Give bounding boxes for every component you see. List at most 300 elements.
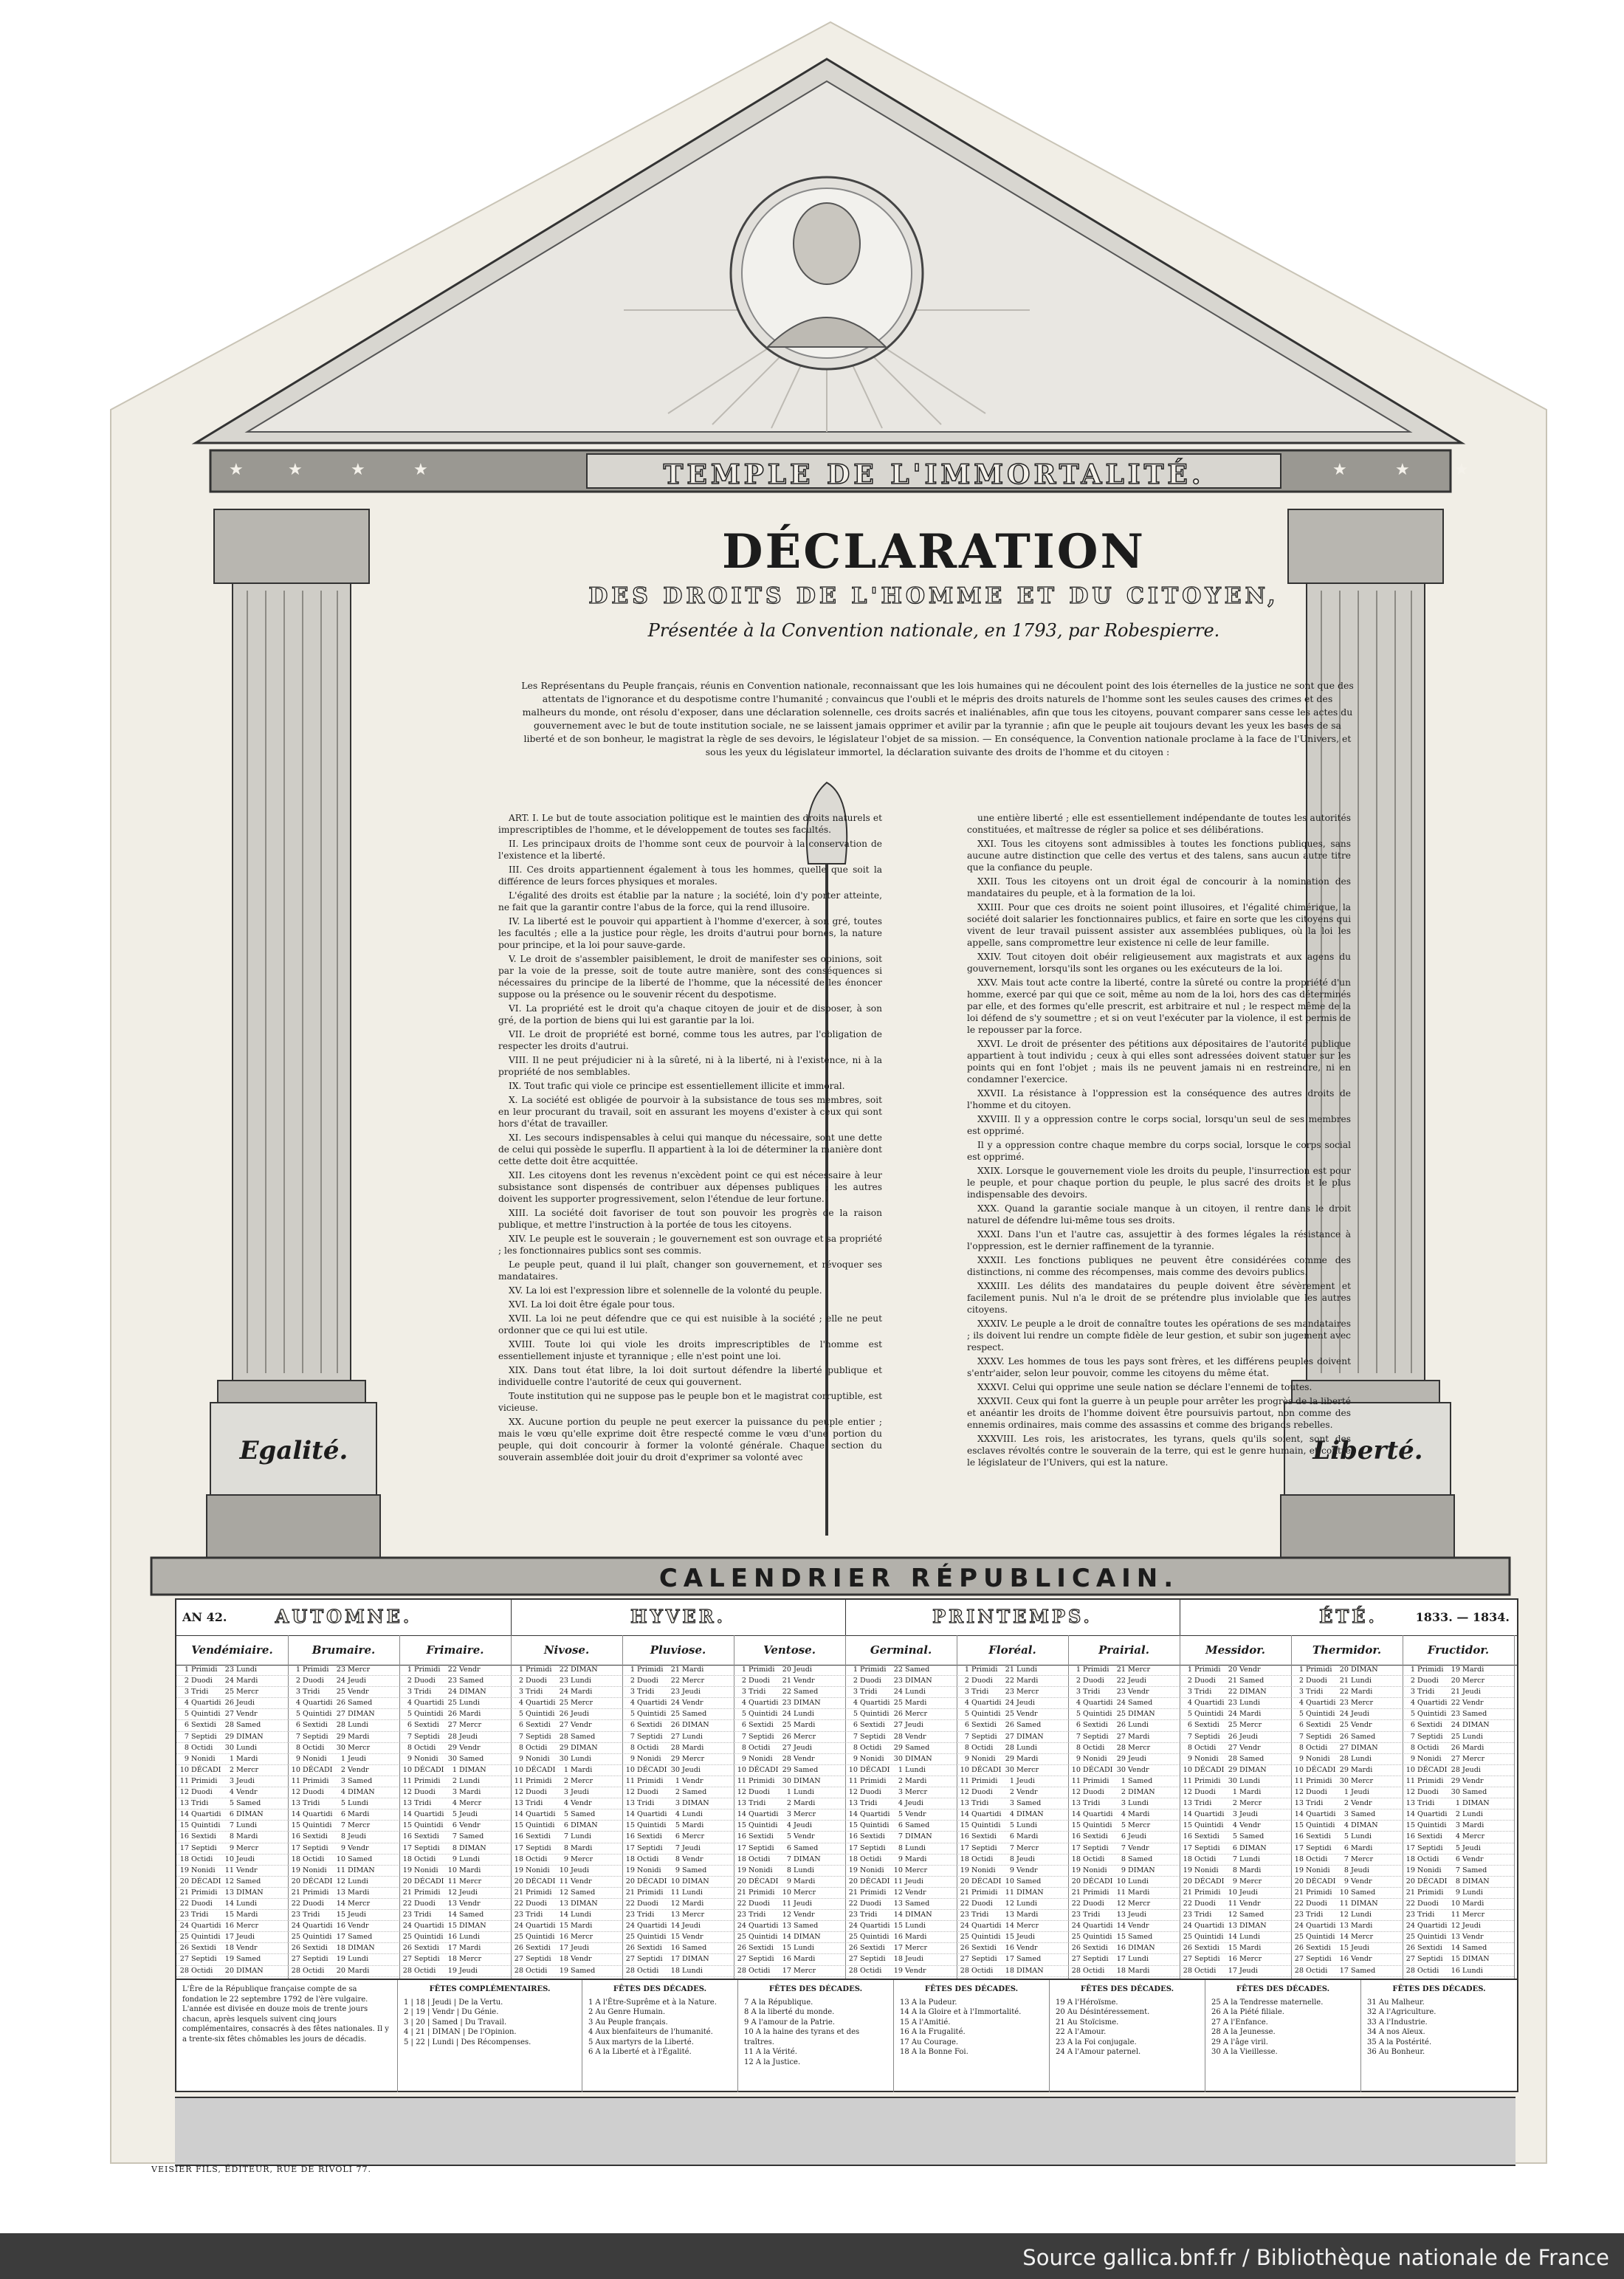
decade-day-name: Duodi xyxy=(1194,1788,1216,1797)
day-row xyxy=(1180,1977,1291,1979)
season-name: PRINTEMPS. xyxy=(932,1606,1093,1627)
day-row xyxy=(1403,1720,1514,1731)
republican-day-number: 19 xyxy=(1183,1866,1192,1874)
decade-day-name: Tridi xyxy=(749,1911,766,1919)
republican-day-number: 4 xyxy=(1298,1699,1304,1708)
weekday-name: Samed xyxy=(1128,1776,1153,1785)
republican-day-number: 11 xyxy=(1405,1776,1415,1785)
day-row xyxy=(288,1943,399,1954)
decade-day-name: Nonidi xyxy=(414,1754,438,1763)
decade-day-name: Duodi xyxy=(1083,1677,1104,1685)
day-row xyxy=(622,1798,734,1809)
republican-day-number: 28 xyxy=(291,1966,300,1975)
day-row xyxy=(399,1698,511,1709)
gregorian-date xyxy=(222,1977,234,1979)
weekday-name: DIMAN xyxy=(348,1944,375,1953)
republican-day-number: 9 xyxy=(964,1754,969,1763)
republican-day-number: 25 xyxy=(179,1933,189,1942)
fete-item: 11 A la Vérité. xyxy=(744,2048,797,2056)
decade-day-name: Quartidi xyxy=(414,1922,444,1931)
weekday-name: Samed xyxy=(1351,1966,1376,1975)
decade-day-name: DÉCADI xyxy=(971,1765,1002,1774)
republican-day-number: 26 xyxy=(402,1944,412,1953)
decade-day-name: DÉCADI xyxy=(1194,1877,1225,1886)
day-row xyxy=(399,1932,511,1943)
decade-day-name: DÉCADI xyxy=(637,1877,667,1886)
day-row xyxy=(1180,1698,1291,1709)
day-row xyxy=(399,1888,511,1899)
decade-day-name: Tridi xyxy=(526,1688,543,1697)
gregorian-date: 13 xyxy=(670,1911,680,1919)
decade-day-name: Quartidi xyxy=(749,1810,779,1819)
gregorian-date: 15 xyxy=(1339,1944,1349,1953)
weekday-name xyxy=(1351,1977,1376,1979)
day-row xyxy=(1403,1921,1514,1932)
gregorian-date: 17 xyxy=(782,1966,791,1975)
decade-day-name: Quintidi xyxy=(303,1710,332,1719)
decade-day-name: Primidi xyxy=(749,1776,775,1785)
weekday-name: Mercr xyxy=(236,1688,259,1697)
day-row xyxy=(622,1687,734,1698)
article-paragraph: XII. Les citoyens dont les revenus n'excèdent point ce qui est nécessaire à leur subsistance sont dispensés de contribuer aux dépenses publiques ; les autres doivent les supporter progressivement, selon l'étendue de leur fortune. xyxy=(498,1170,882,1204)
gregorian-date: 6 xyxy=(1232,1843,1237,1852)
republican-day-number: 1 xyxy=(1187,1666,1192,1674)
republican-day-number: 24 xyxy=(1071,1922,1081,1931)
article-paragraph: XXVII. La résistance à l'oppression est la conséquence des autres droits de l'homme et du citoyen. xyxy=(967,1088,1351,1110)
weekday-name: Mardi xyxy=(1351,1765,1373,1774)
month-days xyxy=(176,1665,289,1979)
gregorian-date: 24 xyxy=(559,1688,568,1697)
gregorian-date: 18 xyxy=(1116,1966,1126,1975)
day-row xyxy=(511,1809,622,1821)
republican-day-number: 6 xyxy=(1076,1721,1081,1730)
gregorian-date: 10 xyxy=(1116,1877,1126,1886)
day-row xyxy=(1403,1910,1514,1921)
gregorian-date: 26 xyxy=(1116,1721,1126,1730)
gregorian-date: 29 xyxy=(1116,1754,1126,1763)
day-row xyxy=(1068,1966,1180,1977)
calendar-table xyxy=(175,1598,1518,2092)
weekday-name: Vendr xyxy=(1462,1933,1484,1942)
decade-day-name: Octidi xyxy=(414,1855,436,1863)
gregorian-date: 15 xyxy=(1005,1933,1014,1942)
day-row xyxy=(1403,1877,1514,1888)
weekday-name: Vendr xyxy=(571,1799,592,1808)
day-row xyxy=(957,1855,1068,1866)
gregorian-date: 10 xyxy=(447,1866,457,1874)
weekday-name: Jeudi xyxy=(459,1966,478,1975)
decade-day-name: Quintidi xyxy=(303,1933,332,1942)
republican-day-number: 20 xyxy=(514,1877,523,1886)
decade-day-name: Primidi xyxy=(191,1888,218,1897)
gregorian-date: 9 xyxy=(340,1843,345,1852)
article-paragraph: XXXV. Les hommes de tous les pays sont frères, et les différens peuples doivent s'entr'aider, selon leur pouvoir, comme les citoyens du même état. xyxy=(967,1356,1351,1378)
weekday-name: DIMAN xyxy=(1128,1866,1155,1874)
gregorian-date: 26 xyxy=(1005,1721,1014,1730)
weekday-name: Vendr xyxy=(1239,1743,1261,1752)
decade-day-name: Quartidi xyxy=(526,1810,556,1819)
gregorian-date: 28 xyxy=(224,1721,234,1730)
gregorian-date: 17 xyxy=(336,1933,345,1942)
gregorian-date: 27 xyxy=(893,1721,903,1730)
article-paragraph: VIII. Il ne peut préjudicier ni à la sûreté, ni à la liberté, ni à l'existence, ni à la propriété de nos semblables. xyxy=(498,1055,882,1077)
republican-day-number: 27 xyxy=(291,1955,300,1964)
decade-day-name: DÉCADI xyxy=(414,1877,444,1886)
weekday-name: Samed xyxy=(348,1855,373,1863)
gregorian-date: 7 xyxy=(786,1855,791,1863)
weekday-name: DIMAN xyxy=(794,1699,821,1708)
decade-day-name: Nonidi xyxy=(1194,1866,1219,1874)
gregorian-date: 16 xyxy=(1005,1944,1014,1953)
month-header: Vendémiaire. xyxy=(176,1635,289,1665)
weekday-name: Jeudi xyxy=(1016,1776,1035,1785)
gregorian-date: 18 xyxy=(1005,1966,1014,1975)
day-row xyxy=(1403,1977,1514,1979)
gregorian-date: 14 xyxy=(559,1911,568,1919)
weekday-name: Samed xyxy=(682,1710,707,1719)
republican-day-number: 25 xyxy=(625,1933,635,1942)
decade-day-name: Primidi xyxy=(526,1776,552,1785)
day-row xyxy=(734,1676,845,1687)
day-row xyxy=(288,1966,399,1977)
day-row xyxy=(622,1698,734,1709)
fete-item: 29 A l'âge viril. xyxy=(1211,2038,1268,2046)
decade-day-name: Octidi xyxy=(749,1966,771,1975)
day-row xyxy=(399,1754,511,1765)
republican-day-number: 3 xyxy=(630,1688,635,1697)
weekday-name: Samed xyxy=(1239,1677,1265,1685)
gregorian-date: 25 xyxy=(336,1688,345,1697)
republican-day-number: 10 xyxy=(1405,1765,1415,1774)
decade-day-name: Quartidi xyxy=(526,1922,556,1931)
day-row xyxy=(511,1943,622,1954)
day-row xyxy=(957,1943,1068,1954)
decade-day-name: Nonidi xyxy=(414,1866,438,1874)
star-icon: ★ xyxy=(351,461,365,479)
decade-day-name: Tridi xyxy=(971,1911,989,1919)
day-row xyxy=(1403,1698,1514,1709)
weekday-name: Mardi xyxy=(571,1843,593,1852)
decade-day-name xyxy=(526,1977,557,1979)
year-number: AN 42. xyxy=(182,1610,227,1624)
gregorian-date: 16 xyxy=(1451,1966,1460,1975)
decade-day-name: Quintidi xyxy=(303,1821,332,1830)
weekday-name: Lundi xyxy=(236,1821,257,1830)
day-row xyxy=(622,1776,734,1787)
decade-day-name: Tridi xyxy=(860,1688,878,1697)
gregorian-date: 20 xyxy=(782,1666,791,1674)
day-row xyxy=(734,1888,845,1899)
decade-fetes-column xyxy=(582,1980,738,2092)
day-row xyxy=(288,1899,399,1910)
decade-day-name: Duodi xyxy=(971,1788,993,1797)
gregorian-date: 17 xyxy=(224,1933,234,1942)
republican-day-number: 17 xyxy=(1294,1843,1304,1852)
day-row xyxy=(1403,1709,1514,1720)
decade-day-name: Septidi xyxy=(1417,1843,1443,1852)
day-row xyxy=(845,1787,957,1798)
republican-day-number: 2 xyxy=(853,1677,858,1685)
weekday-name: Mardi xyxy=(905,1855,927,1863)
day-row xyxy=(1068,1888,1180,1899)
decade-day-name: Sextidi xyxy=(637,1832,662,1841)
republican-day-number: 5 xyxy=(295,1710,300,1719)
decade-day-name: Tridi xyxy=(414,1688,432,1697)
decade-day-name: Septidi xyxy=(749,1955,774,1964)
republican-day-number: 2 xyxy=(184,1677,189,1685)
republican-day-number: 12 xyxy=(625,1788,635,1797)
decade-day-name: Quintidi xyxy=(1194,1821,1224,1830)
decade-day-name xyxy=(1306,1977,1337,1979)
decade-day-name: Tridi xyxy=(860,1799,878,1808)
article-paragraph: III. Ces droits appartiennent également à tous les hommes, quelle que soit la différence de leurs forces physiques et morales. xyxy=(498,864,882,887)
day-row xyxy=(1403,1843,1514,1855)
day-row xyxy=(957,1732,1068,1743)
weekday-name: Mardi xyxy=(459,1866,481,1874)
gregorian-date: 8 xyxy=(1009,1855,1014,1863)
day-row xyxy=(511,1698,622,1709)
weekday-name: DIMAN xyxy=(1462,1877,1490,1886)
decade-day-name: Quintidi xyxy=(191,1710,221,1719)
day-row xyxy=(176,1843,288,1855)
gregorian-date: 12 xyxy=(1005,1899,1014,1908)
weekday-name: Vendr xyxy=(1239,1666,1261,1674)
weekday-name: Lundi xyxy=(905,1843,926,1852)
decade-day-name: Duodi xyxy=(1306,1899,1327,1908)
fete-item: 10 A la haine des tyrans et des traîtres. xyxy=(744,2028,860,2046)
republican-day-number: 23 xyxy=(1294,1911,1304,1919)
decade-day-name: Sextidi xyxy=(1194,1832,1219,1841)
decade-day-name: Duodi xyxy=(414,1788,436,1797)
republican-day-number: 8 xyxy=(741,1743,746,1752)
republican-day-number: 22 xyxy=(1071,1899,1081,1908)
weekday-name: DIMAN xyxy=(905,1754,932,1763)
gregorian-date: 22 xyxy=(1451,1699,1460,1708)
weekday-name: Mercr xyxy=(571,1699,593,1708)
day-row xyxy=(1180,1765,1291,1776)
weekday-name: Mardi xyxy=(1128,1966,1150,1975)
gregorian-date: 14 xyxy=(1339,1933,1349,1942)
decade-day-name: Septidi xyxy=(1194,1732,1220,1741)
weekday-name: Vendr xyxy=(1128,1843,1149,1852)
gregorian-date: 25 xyxy=(893,1699,903,1708)
month-days xyxy=(399,1665,512,1979)
gregorian-date: 10 xyxy=(670,1877,680,1886)
gregorian-date: 4 xyxy=(1343,1821,1349,1830)
gregorian-date: 4 xyxy=(340,1788,345,1797)
day-row xyxy=(1291,1843,1403,1855)
weekday-name: Jeudi xyxy=(794,1821,812,1830)
decade-day-name: Primidi xyxy=(1083,1888,1109,1897)
gregorian-date: 21 xyxy=(1451,1688,1460,1697)
republican-day-number: 14 xyxy=(848,1810,858,1819)
republican-day-number xyxy=(1070,1977,1081,1979)
fetes-section xyxy=(176,1979,1517,2092)
decade-fetes-column xyxy=(1050,1980,1205,2092)
day-row xyxy=(511,1877,622,1888)
weekday-name: Mardi xyxy=(794,1877,816,1886)
day-row xyxy=(1068,1765,1180,1776)
decade-day-name: Nonidi xyxy=(191,1754,216,1763)
day-row xyxy=(957,1687,1068,1698)
month-days xyxy=(1180,1665,1292,1979)
decade-day-name: Septidi xyxy=(414,1843,440,1852)
decade-day-name: Quintidi xyxy=(191,1933,221,1942)
weekday-name: Jeudi xyxy=(1351,1788,1369,1797)
gregorian-date: 4 xyxy=(1232,1821,1237,1830)
republican-day-number: 3 xyxy=(741,1688,746,1697)
day-row xyxy=(1291,1776,1403,1787)
weekday-name: Samed xyxy=(236,1955,261,1964)
decade-day-name: Sextidi xyxy=(637,1944,662,1953)
weekday-name: DIMAN xyxy=(1128,1944,1155,1953)
gregorian-date: 7 xyxy=(563,1832,568,1841)
decade-day-name: Quintidi xyxy=(414,1933,444,1942)
gregorian-date: 15 xyxy=(336,1911,345,1919)
weekday-name: Mardi xyxy=(1351,1843,1373,1852)
republican-day-number: 3 xyxy=(407,1688,412,1697)
decade-day-name: DÉCADI xyxy=(860,1765,890,1774)
republican-day-number: 23 xyxy=(179,1911,189,1919)
decade-day-name: Octidi xyxy=(191,1966,213,1975)
decade-day-name: Nonidi xyxy=(303,1866,327,1874)
gregorian-date: 4 xyxy=(898,1799,903,1808)
decade-day-name: Quintidi xyxy=(749,1821,778,1830)
fete-heading: FÊTES DES DÉCADES. xyxy=(1236,1985,1330,1993)
day-row xyxy=(288,1754,399,1765)
weekday-name: Vendr xyxy=(1016,1944,1038,1953)
day-row xyxy=(176,1798,288,1809)
decade-day-name: DÉCADI xyxy=(860,1877,890,1886)
day-row xyxy=(288,1743,399,1754)
gregorian-date: 6 xyxy=(1343,1843,1349,1852)
republican-day-number: 9 xyxy=(407,1754,412,1763)
day-row xyxy=(511,1821,622,1832)
republican-day-number: 28 xyxy=(1071,1966,1081,1975)
gregorian-date: 9 xyxy=(452,1855,457,1863)
decade-day-name: Duodi xyxy=(749,1899,770,1908)
republican-day-number: 5 xyxy=(1187,1710,1192,1719)
decade-day-name: Septidi xyxy=(526,1955,551,1964)
month-header: Prairial. xyxy=(1068,1635,1180,1665)
weekday-name: Jeudi xyxy=(905,1955,923,1964)
gregorian-date: 1 xyxy=(1455,1799,1460,1808)
fete-heading: FÊTES DES DÉCADES. xyxy=(1080,1985,1174,1993)
republican-day-number: 12 xyxy=(848,1788,858,1797)
republican-day-number: 11 xyxy=(514,1776,523,1785)
decade-day-name: Nonidi xyxy=(971,1754,996,1763)
day-row xyxy=(1403,1676,1514,1687)
gregorian-date: 23 xyxy=(1228,1699,1237,1708)
pillar-label-right: Liberté. xyxy=(1312,1436,1423,1465)
republican-day-number: 17 xyxy=(291,1843,300,1852)
weekday-name: Lundi xyxy=(1462,1966,1483,1975)
weekday-name: Mercr xyxy=(1016,1843,1039,1852)
decade-day-name: Octidi xyxy=(1194,1966,1217,1975)
republican-day-number: 18 xyxy=(402,1855,412,1863)
decade-day-name: Quartidi xyxy=(303,1922,333,1931)
gregorian-date: 29 xyxy=(782,1765,791,1774)
gregorian-date: 2 xyxy=(563,1776,568,1785)
republican-day-number: 11 xyxy=(1071,1776,1081,1785)
day-row xyxy=(957,1866,1068,1877)
decade-day-name: Octidi xyxy=(1306,1743,1328,1752)
weekday-name: Mercr xyxy=(905,1944,928,1953)
day-row xyxy=(1068,1743,1180,1754)
portrait-head xyxy=(794,203,860,284)
day-row xyxy=(176,1720,288,1731)
republican-day-number: 1 xyxy=(1076,1666,1081,1674)
gregorian-date xyxy=(1114,1977,1126,1979)
gregorian-date: 25 xyxy=(1116,1710,1126,1719)
weekday-name: DIMAN xyxy=(1462,1721,1490,1730)
season-row xyxy=(176,1600,1517,1636)
weekday-name: Vendr xyxy=(1016,1866,1038,1874)
republican-day-number: 5 xyxy=(1298,1710,1304,1719)
gregorian-date: 5 xyxy=(1009,1821,1014,1830)
weekday-name: Jeudi xyxy=(348,1911,366,1919)
weekday-name: Jeudi xyxy=(348,1677,366,1685)
decade-day-name: Duodi xyxy=(860,1899,881,1908)
weekday-name: Jeudi xyxy=(571,1788,589,1797)
decade-day-name: Primidi xyxy=(1194,1776,1221,1785)
decade-day-name: Quintidi xyxy=(637,1821,667,1830)
gregorian-date: 14 xyxy=(1451,1944,1460,1953)
republican-day-number: 14 xyxy=(1071,1810,1081,1819)
gregorian-date: 24 xyxy=(224,1677,234,1685)
decade-day-name xyxy=(637,1977,668,1979)
decade-day-name: Quartidi xyxy=(860,1699,890,1708)
republican-day-number: 1 xyxy=(853,1666,858,1674)
weekday-name xyxy=(459,1977,484,1979)
weekday-name: Samed xyxy=(236,1721,261,1730)
republican-day-number: 19 xyxy=(1405,1866,1415,1874)
weekday-name: DIMAN xyxy=(459,1765,486,1774)
decade-day-name: Sextidi xyxy=(1194,1721,1219,1730)
decade-day-name: Tridi xyxy=(1417,1799,1435,1808)
gregorian-date: 3 xyxy=(1455,1821,1460,1830)
republican-day-number: 15 xyxy=(179,1821,189,1830)
decade-fetes-column xyxy=(1361,1980,1517,2092)
day-row xyxy=(1403,1888,1514,1899)
gregorian-date: 3 xyxy=(1343,1810,1349,1819)
decade-day-name: Tridi xyxy=(637,1688,655,1697)
weekday-name: Mardi xyxy=(682,1743,704,1752)
gregorian-date: 24 xyxy=(670,1699,680,1708)
gregorian-date: 26 xyxy=(1339,1732,1349,1741)
republican-day-number: 8 xyxy=(1298,1743,1304,1752)
day-row xyxy=(399,1977,511,1979)
weekday-name: Vendr xyxy=(1462,1776,1484,1785)
day-row xyxy=(1180,1709,1291,1720)
weekday-name: Jeudi xyxy=(571,1944,589,1953)
weekday-name: DIMAN xyxy=(1016,1966,1044,1975)
republican-day-number: 19 xyxy=(402,1866,412,1874)
fete-heading: FÊTES DES DÉCADES. xyxy=(924,1985,1019,1993)
republican-day-number: 8 xyxy=(518,1743,523,1752)
weekday-name: Lundi xyxy=(1128,1721,1149,1730)
day-row xyxy=(399,1877,511,1888)
day-row xyxy=(845,1720,957,1731)
republican-day-number xyxy=(847,1977,858,1979)
day-row xyxy=(622,1899,734,1910)
day-row xyxy=(399,1809,511,1821)
gregorian-date: 19 xyxy=(559,1966,568,1975)
article-paragraph: X. La société est obligée de pourvoir à la subsistance de tous ses membres, soit en leur procurant du travail, soit en assurant les moyens d'exister à ceux qui sont hors d'état de travailler. xyxy=(498,1095,882,1129)
decade-day-name: Octidi xyxy=(749,1855,771,1863)
weekday-name: Vendr xyxy=(794,1677,815,1685)
decade-day-name: Primidi xyxy=(1306,1888,1332,1897)
